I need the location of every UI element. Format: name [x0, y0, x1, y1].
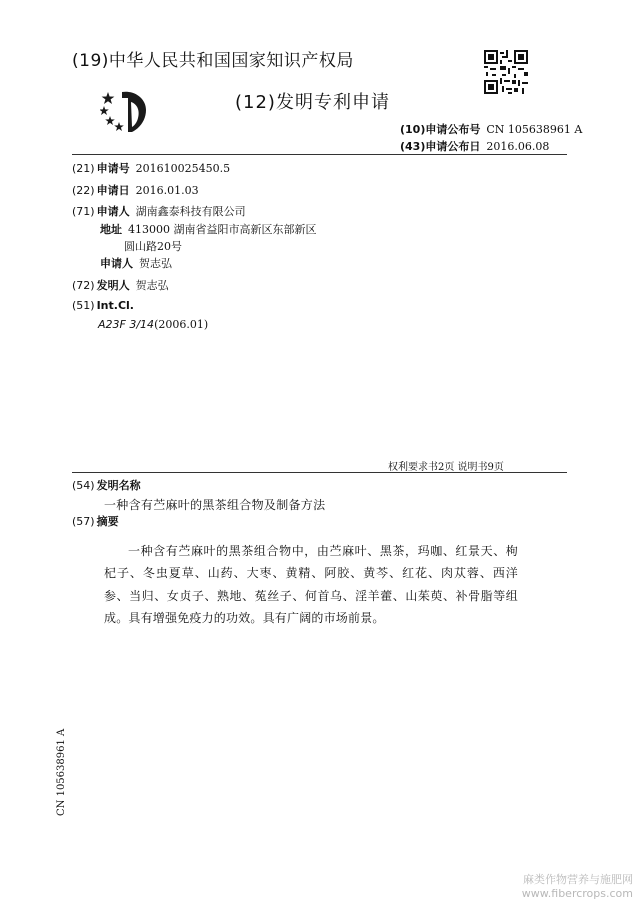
address-row — [98, 221, 317, 237]
address-line2: 圆山路20号 — [124, 240, 182, 253]
application-date-row — [72, 182, 199, 198]
abstract-label: 摘要 — [96, 515, 119, 528]
field-code: (57) — [72, 515, 95, 528]
field-code: (54) — [72, 479, 95, 492]
applicant-value: 湖南鑫泰科技有限公司 — [135, 205, 246, 218]
applicant-label: 申请人 — [96, 205, 130, 218]
applicant2-row — [98, 255, 172, 271]
field-code: (71) — [72, 205, 95, 218]
publication-number-row — [400, 121, 582, 137]
intcl-row — [72, 299, 134, 312]
application-number-label: 申请号 — [96, 162, 130, 175]
address-line1: 413000 湖南省益阳市高新区东部新区 — [128, 223, 317, 236]
ipc-classification — [98, 318, 208, 331]
field-code: (21) — [72, 162, 95, 175]
field-code: (72) — [72, 279, 95, 292]
application-number-row — [72, 160, 230, 176]
header-divider — [72, 154, 567, 155]
abstract-heading — [72, 513, 119, 529]
field-code: (51) — [72, 299, 95, 312]
address-label: 地址 — [100, 223, 122, 236]
applicant2-value: 贺志弘 — [139, 257, 172, 270]
applicant2-label: 申请人 — [100, 257, 133, 270]
publication-number-value: CN 105638961 A — [486, 123, 583, 136]
applicant-row — [72, 203, 246, 219]
biblio-divider — [72, 472, 567, 473]
side-publication-id — [56, 728, 70, 816]
watermark — [522, 873, 633, 901]
application-date-value: 2016.01.03 — [135, 184, 199, 197]
ipc-class: A23F 3/14 — [98, 318, 155, 331]
intcl-label: Int.Cl. — [96, 299, 134, 312]
invention-title-label: 发明名称 — [96, 479, 141, 492]
abstract-text: 一种含有苎麻叶的黑茶组合物中，由苎麻叶、黑茶，玛咖、红景天、枸杞子、冬虫夏草、山药、大枣、黄精、阿胶、黄芩、红花、肉苁蓉、西洋参、当归、女贞子、熟地、菟丝子、何首乌、淫羊藿、山茱萸、补骨脂等组成。具有增强免疫力的功效。具有广阔的市场前景。 — [104, 544, 518, 626]
invention-title: 一种含有苎麻叶的黑茶组合物及制备方法 — [104, 498, 326, 512]
ipc-version: (2006.01) — [154, 318, 209, 331]
publication-date-label: (43)申请公布日 — [400, 140, 481, 153]
inventor-value: 贺志弘 — [135, 279, 169, 292]
inventor-label: 发明人 — [96, 279, 130, 292]
cnipa-logo-icon — [100, 88, 152, 134]
publication-date-row — [400, 138, 549, 154]
field-code: (22) — [72, 184, 95, 197]
application-date-label: 申请日 — [96, 184, 130, 197]
publication-date-value: 2016.06.08 — [486, 140, 550, 153]
side-publication-id-text: CN 105638961 A — [56, 728, 67, 816]
inventor-row — [72, 277, 169, 293]
publication-number-label: (10)申请公布号 — [400, 123, 481, 136]
watermark-line2: www.fibercrops.com — [521, 887, 633, 900]
invention-title-heading — [72, 477, 141, 493]
page-count: 权利要求书2页 说明书9页 — [388, 462, 504, 473]
document-type-title: (12)发明专利申请 — [235, 92, 390, 113]
qr-code-icon — [484, 50, 528, 94]
watermark-line1: 麻类作物营养与施肥网 — [523, 873, 633, 886]
application-number-value: 201610025450.5 — [135, 162, 231, 175]
office-name: (19)中华人民共和国国家知识产权局 — [72, 51, 354, 71]
